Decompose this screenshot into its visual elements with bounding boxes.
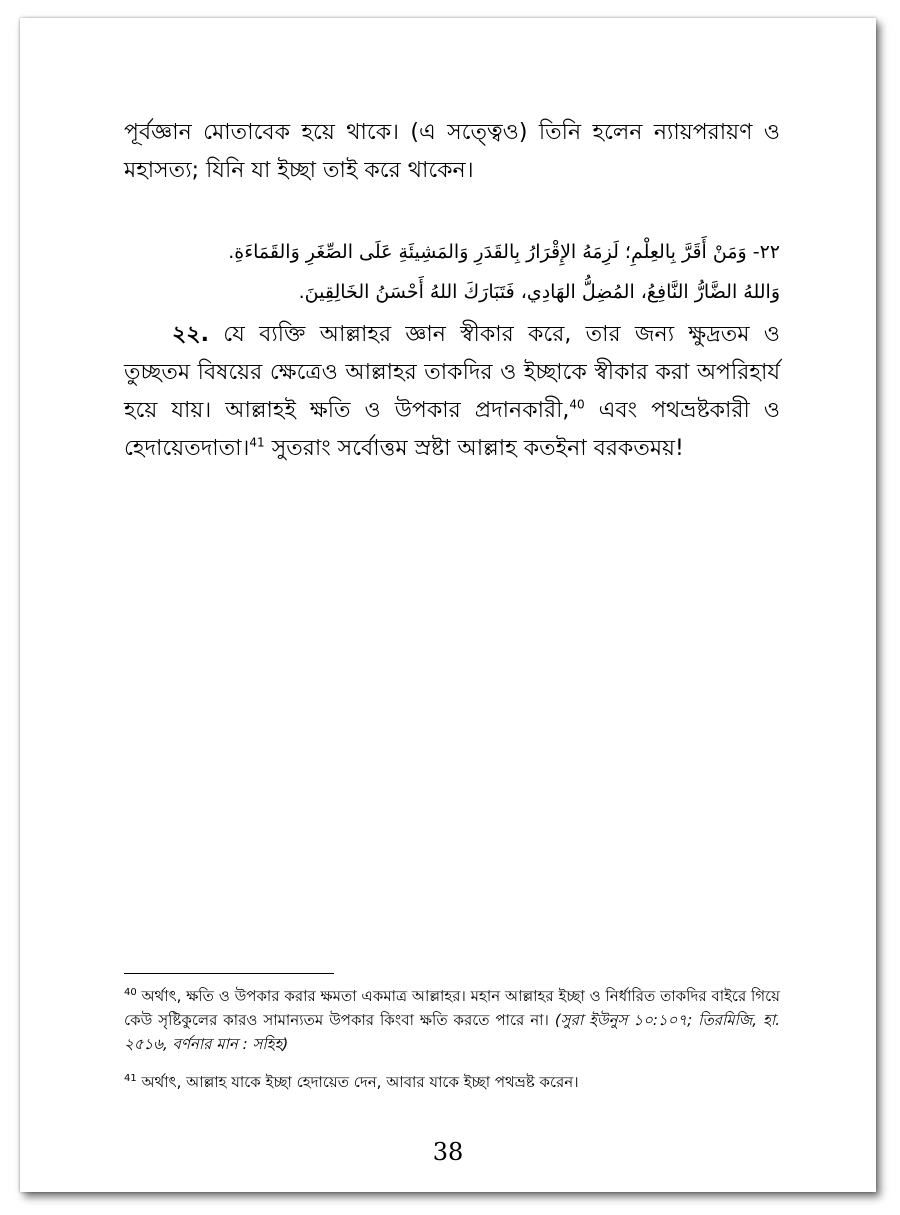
- body-text: [124, 114, 780, 468]
- footnotes: [124, 973, 780, 1108]
- footnote-citation: (সুরা ইউনুস ১০:১০৭; তিরমিজি, হা. ২৫১৬, বর্ণনার মান : সহিহ): [124, 1011, 780, 1053]
- intro-paragraph: পূর্বজ্ঞান মোতাবেক হয়ে থাকে। (এ সত্ত্বেও) তিনি হলেন ন্যায়পরায়ণ ও মহাসত্য; যিনি যা ইচ্ছা তাই করে থাকেন।: [124, 120, 780, 183]
- footnote-41: [124, 1070, 780, 1094]
- arabic-line-2: وَاللهُ الضَّارُّ النَّافِعُ، المُضِلُّ الهَادِي، فَتَبَارَكَ اللهُ أَحْسَنُ الخَالِقِينَ.: [298, 281, 780, 303]
- footnote-number: 41: [124, 1073, 137, 1084]
- main-text-part-2: এবং পথভ্রষ্টকারী ও হেদায়েতদাতা।: [124, 398, 780, 461]
- page-number: 38: [432, 1138, 464, 1166]
- main-text-part-3: সুতরাং সর্বোত্তম স্রষ্টা আল্লাহ কতইনা বরকতময়!: [264, 436, 684, 461]
- main-text-part-1: যে ব্যক্তি আল্লাহর জ্ঞান স্বীকার করে, তার জন্য ক্ষুদ্রতম ও তুচ্ছতম বিষয়ের ক্ষেত্রেও আল্লাহর তাকদির ও ইচ্ছাকে স্বীকার করা অপরিহার্য হয়ে যায়। আল্লাহই ক্ষতি ও উপকার প্রদানকারী,: [124, 322, 780, 423]
- footnote-40: [124, 984, 780, 1056]
- document-page: [20, 18, 876, 1192]
- footnote-text: অর্থাৎ, আল্লাহ যাকে ইচ্ছা হেদায়েত দেন, আবার যাকে ইচ্ছা পথভ্রষ্ট করেন।: [136, 1073, 579, 1091]
- footnote-ref-40[interactable]: 40: [569, 397, 585, 412]
- main-paragraph: [124, 316, 780, 468]
- footnote-number: 40: [124, 987, 137, 998]
- footnote-ref-41[interactable]: 41: [249, 435, 265, 450]
- footnote-text: অর্থাৎ, ক্ষতি ও উপকার করার ক্ষমতা একমাত্র আল্লাহর। মহান আল্লাহর ইচ্ছা ও নির্ধারিত তাকদির বাইরে গিয়ে কেউ সৃষ্টিকুলের কারও সামান্যতম উপকার কিংবা ক্ষতি করতে পারে না।: [124, 987, 780, 1029]
- paragraph-number: ২২.: [172, 322, 209, 347]
- arabic-text: [124, 232, 780, 312]
- arabic-line-1: ٢٢- وَمَنْ أَقَرَّ بِالعِلْمِ؛ لَزِمَهُ الإِقْرَارُ بِالقَدَرِ وَالمَشِيئَةِ عَلَى الصِّغَرِ وَالقَمَاءَةِ.: [228, 241, 780, 263]
- footnote-divider: [124, 973, 334, 974]
